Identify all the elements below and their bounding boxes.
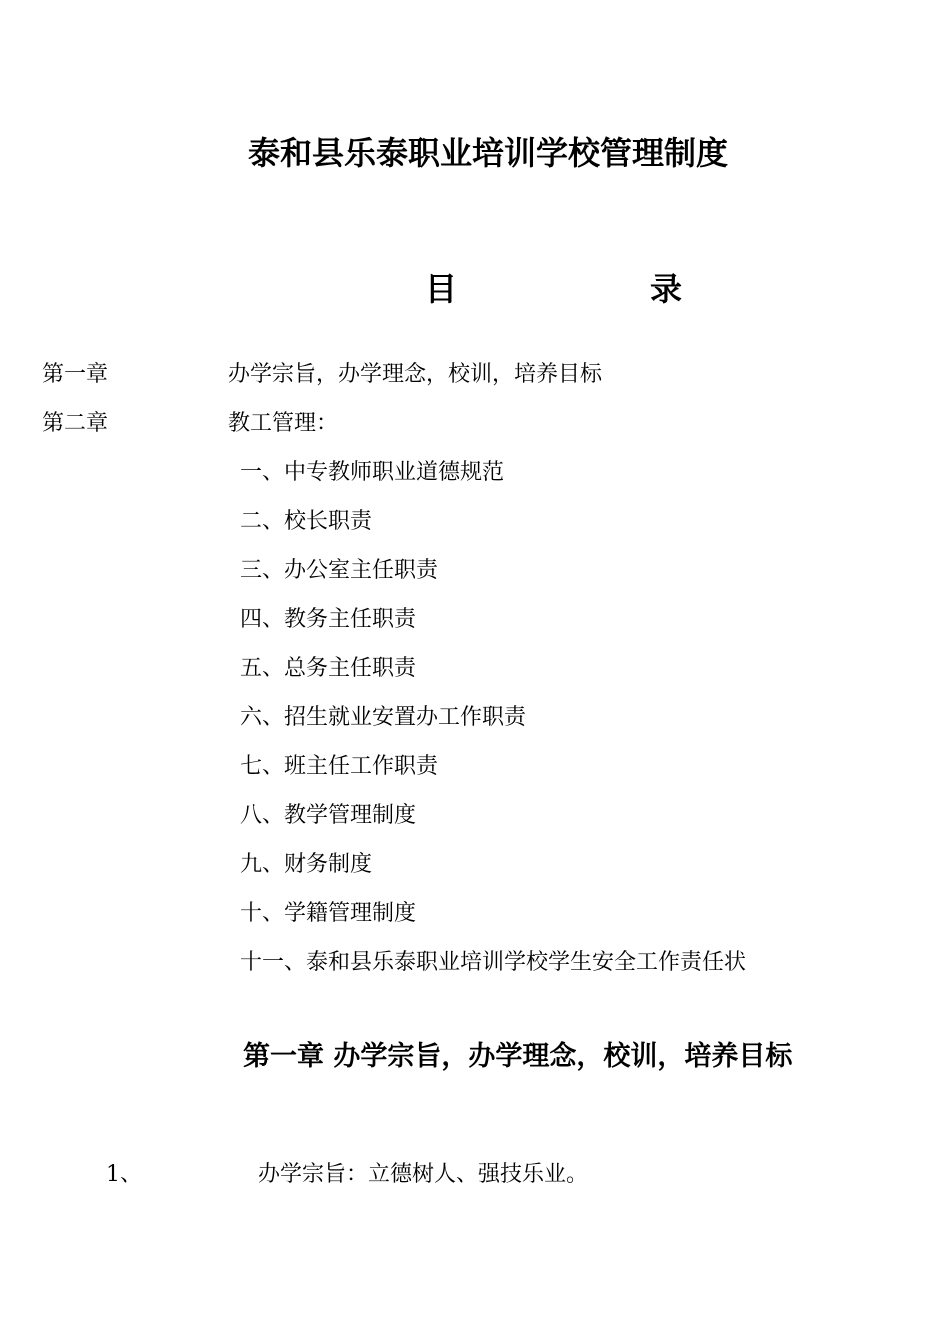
toc-item: 十、学籍管理制度: [240, 901, 417, 926]
toc-heading-right: 录: [650, 270, 683, 308]
toc-item: 六、招生就业安置办工作职责: [240, 705, 527, 730]
paragraph-text: 办学宗旨：立德树人、强技乐业。: [258, 1162, 589, 1187]
paragraph-number: 1、: [106, 1162, 142, 1187]
toc-chapter-title: 教工管理：: [228, 411, 339, 436]
toc-item: 一、中专教师职业道德规范: [240, 460, 505, 485]
toc-item: 三、办公室主任职责: [240, 558, 439, 583]
toc-chapter-number: 第一章: [42, 362, 109, 387]
toc-item: 二、校长职责: [240, 509, 373, 534]
toc-chapter-number: 第二章: [42, 411, 109, 436]
toc-item: 八、教学管理制度: [240, 803, 417, 828]
toc-item: 四、教务主任职责: [240, 607, 417, 632]
toc-item: 七、班主任工作职责: [240, 754, 439, 779]
document-title: 泰和县乐泰职业培训学校管理制度: [248, 134, 729, 172]
toc-item: 九、财务制度: [240, 852, 373, 877]
toc-heading-left: 目: [425, 270, 458, 308]
toc-item: 五、总务主任职责: [240, 656, 417, 681]
toc-chapter-title: 办学宗旨，办学理念，校训，培养目标: [228, 362, 603, 387]
section-heading: 第一章 办学宗旨，办学理念，校训，培养目标: [243, 1041, 793, 1072]
toc-item: 十一、泰和县乐泰职业培训学校学生安全工作责任状: [240, 950, 747, 975]
